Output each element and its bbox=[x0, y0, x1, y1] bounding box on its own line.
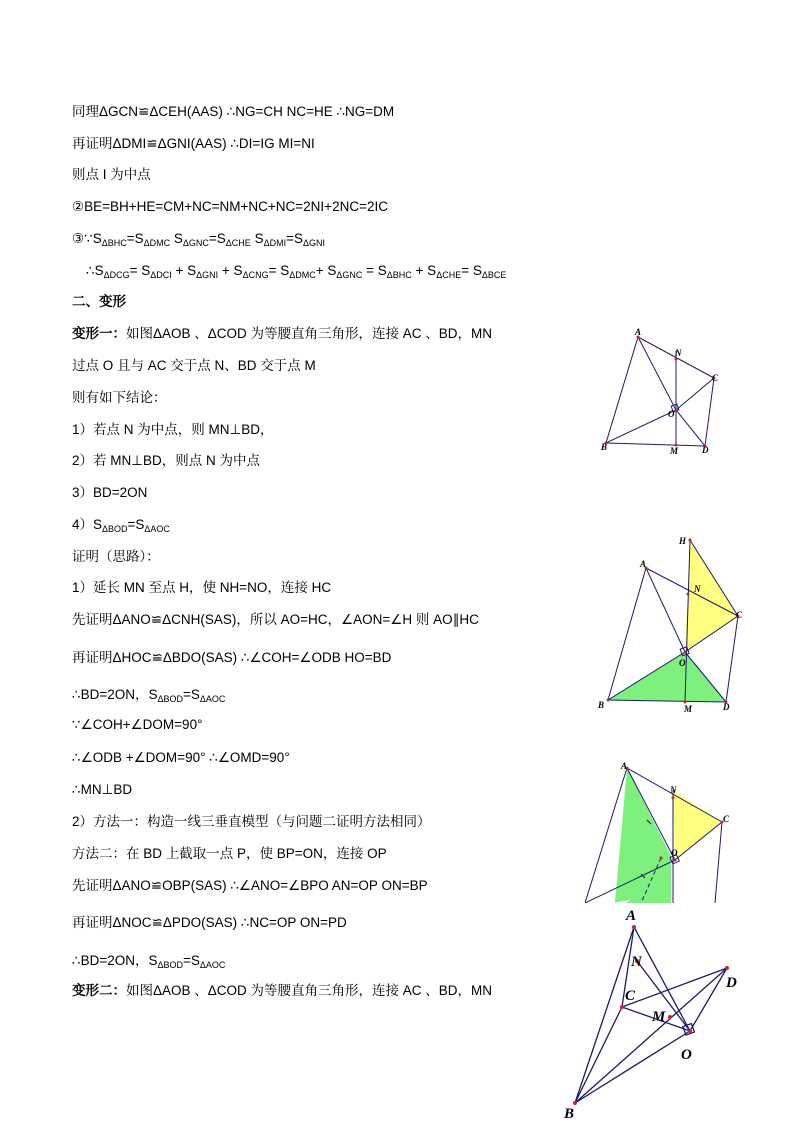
figure-1-diagram bbox=[590, 325, 730, 460]
point-label-d: D bbox=[726, 975, 737, 991]
area-text: = S bbox=[461, 263, 482, 278]
point-label-o: O bbox=[668, 409, 675, 419]
text-line: ∵∠COH+∠DOM=90° bbox=[72, 717, 203, 732]
point-label-n: N bbox=[631, 954, 642, 970]
area-subscript: ΔBCE bbox=[481, 270, 507, 280]
area-subscript: ΔDCI bbox=[150, 270, 172, 280]
point-label-m: M bbox=[670, 446, 679, 456]
text-line: 证明（思路）： bbox=[72, 549, 160, 564]
text-line: $4)S_{\Delta BOD}=S_{\Delta AOC}$ bbox=[72, 517, 170, 534]
text-line: ∴MN⊥BD bbox=[72, 782, 133, 797]
area-subscript: ΔCHE bbox=[436, 270, 462, 280]
area-text: + S bbox=[218, 263, 243, 278]
area-text: = S bbox=[268, 263, 290, 278]
area-subscript: ΔGNI bbox=[196, 270, 219, 280]
point-label-o: O bbox=[681, 1047, 692, 1063]
area-subscript: ΔDCG bbox=[103, 270, 130, 280]
point-label-h: H bbox=[679, 536, 687, 546]
area-text: + S bbox=[171, 263, 197, 278]
text-line: 则点 I 为中点 bbox=[72, 167, 151, 182]
area-subscript: ΔGNC bbox=[336, 270, 363, 280]
figure-2-diagram bbox=[590, 530, 750, 720]
point-label-n: N bbox=[675, 348, 682, 358]
text-line: 再证明ΔNOC≌ΔPDO(SAS) ∴NC=OP ON=PD bbox=[72, 915, 347, 930]
point-label-a: A bbox=[635, 327, 642, 337]
point-label-d: D bbox=[702, 445, 709, 455]
text-line: 3）BD=2ON bbox=[72, 485, 148, 500]
point-label-o: O bbox=[671, 848, 678, 858]
text-line: 再证明ΔDMI≌ΔGNI(AAS) ∴DI=IG MI=NI bbox=[72, 136, 315, 151]
point-label-c: C bbox=[625, 988, 636, 1004]
text-line: 先证明ΔANO≌ΔCNH(SAS)，所以 AO=HC，∠AON=∠H 则 AO∥HC bbox=[72, 612, 479, 627]
text-line: 过点 O 且与 AC 交于点 N、BD 交于点 M bbox=[72, 358, 316, 373]
text-line: 则有如下结论： bbox=[72, 390, 167, 405]
point-label-c: C bbox=[723, 814, 730, 824]
text-line: 先证明ΔANO≌OBP(SAS) ∴∠ANO=∠BPO AN=OP ON=BP bbox=[72, 878, 428, 893]
area-subscript: ΔCNG bbox=[242, 270, 269, 280]
text-line: ∴∠ODB +∠DOM=90° ∴∠OMD=90° bbox=[72, 750, 290, 765]
text-line: 2）方法一：构造一线三垂直模型（与问题二证明方法相同） bbox=[72, 814, 431, 829]
text-line: 变形一：如图ΔAOB 、ΔCOD 为等腰直角三角形，连接 AC 、BD，MN bbox=[72, 326, 493, 341]
text-line: ∴BD=2ON，$S_{\Delta BOD}=S_{\Delta AOC}$ bbox=[72, 953, 226, 970]
point-label-n: N bbox=[694, 584, 701, 594]
point-label-c: C bbox=[712, 373, 719, 383]
text-line: ②BE=BH+HE=CM+NC=NM+NC+NC=2NI+2NC=2IC bbox=[72, 199, 388, 214]
text-line: 1）若点 N 为中点，则 MN⊥BD， bbox=[72, 422, 274, 437]
text-line: 再证明ΔHOC≌ΔBDO(SAS) ∴∠COH=∠ODB HO=BD bbox=[72, 650, 392, 665]
figure-4-diagram bbox=[555, 905, 755, 1120]
area-text: = S bbox=[362, 263, 387, 278]
point-label-m: M bbox=[652, 1009, 666, 1025]
text-line: ∴BD=2ON，$S_{\Delta BOD}=S_{\Delta AOC}$ bbox=[72, 687, 226, 704]
area-text: + S bbox=[315, 263, 337, 278]
area-text: + S bbox=[411, 263, 437, 278]
point-label-a: A bbox=[640, 559, 647, 569]
point-label-n: N bbox=[670, 785, 677, 795]
area-subscript: ΔDMC bbox=[289, 270, 316, 280]
text-line: 2）若 MN⊥BD，则点 N 为中点 bbox=[72, 453, 261, 468]
area-text: ∴S bbox=[86, 263, 104, 278]
area-subscript: ΔBHC bbox=[386, 270, 412, 280]
point-label-b: B bbox=[601, 442, 608, 452]
point-label-m: M bbox=[684, 704, 693, 714]
text-line: 方法二：在 BD 上截取一点 P，使 BP=ON，连接 OP bbox=[72, 846, 387, 861]
section-heading: 二、变形 bbox=[72, 294, 126, 309]
area-sum-line bbox=[86, 263, 506, 283]
point-label-c: C bbox=[736, 610, 743, 620]
text-line: 变形二：如图ΔAOB 、ΔCOD 为等腰直角三角形，连接 AC 、BD，MN bbox=[72, 983, 493, 998]
area-text: = S bbox=[129, 263, 151, 278]
point-label-b: B bbox=[564, 1106, 575, 1122]
point-label-d: D bbox=[723, 702, 730, 712]
text-line: 同理ΔGCN≌ΔCEH(AAS) ∴NG=CH NC=HE ∴NG=DM bbox=[72, 104, 395, 119]
text-line: 1）延长 MN 至点 H，使 NH=NO，连接 HC bbox=[72, 580, 332, 595]
point-label-a: A bbox=[621, 761, 628, 771]
figure-3-diagram bbox=[585, 760, 740, 903]
text-line: $③\because S_{\Delta BHC}=S_{\Delta DMC}$ $S_{\Delta GNC}=S_{\Delta CHE}$ $S_{\Delta DMI}=S_{\Delta GNI}$ bbox=[72, 231, 325, 248]
point-label-a: A bbox=[626, 908, 637, 924]
point-label-b: B bbox=[598, 700, 605, 710]
point-label-o: O bbox=[679, 658, 686, 668]
